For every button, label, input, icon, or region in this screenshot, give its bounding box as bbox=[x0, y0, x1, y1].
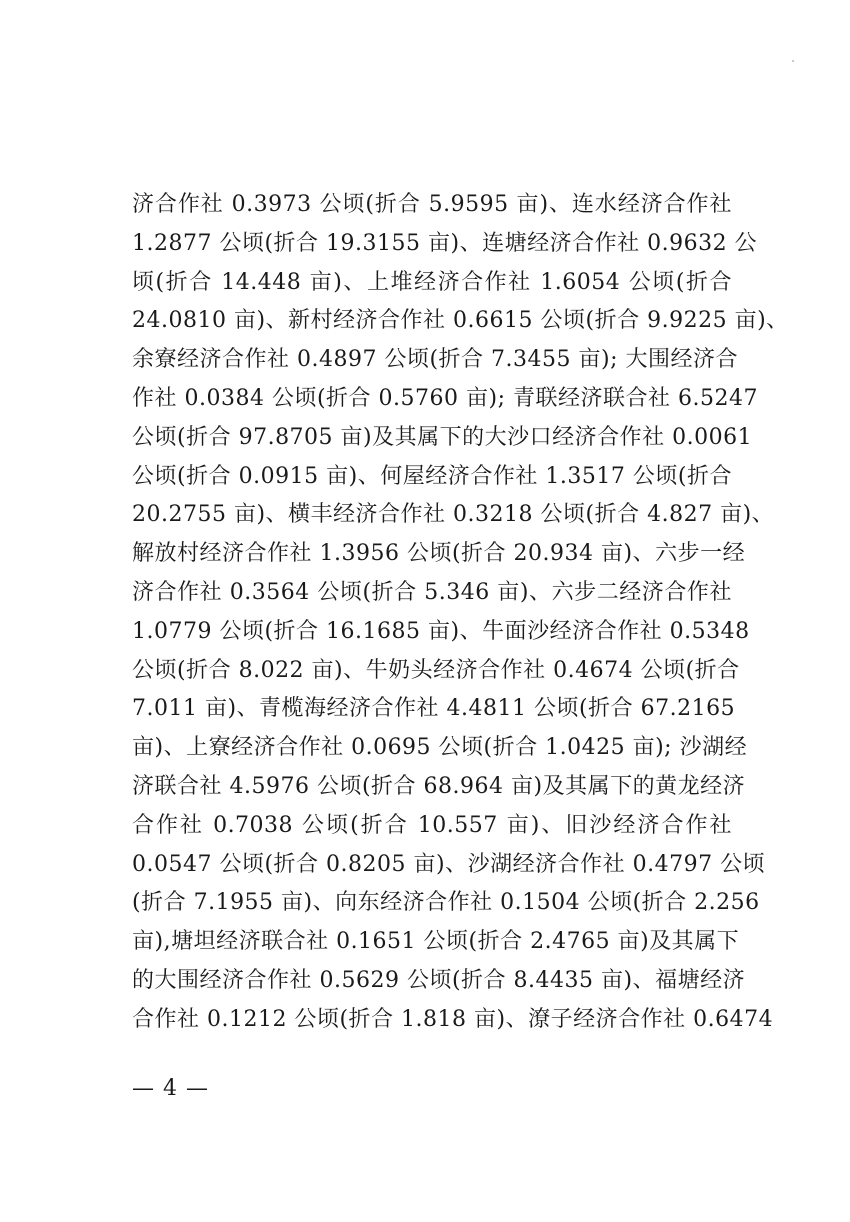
text-line: 公顷(折合 0.0915 亩)、何屋经济合作社 1.3517 公顷(折合 bbox=[132, 463, 732, 489]
text-line: 亩)、上寮经济合作社 0.0695 公顷(折合 1.0425 亩); 沙湖经 bbox=[132, 735, 748, 761]
text-line: 济合作社 0.3564 公顷(折合 5.346 亩)、六步二经济合作社 bbox=[132, 579, 732, 605]
text-line: 顷(折合 14.448 亩)、上堆经济合作社 1.6054 公顷(折合 bbox=[132, 269, 732, 295]
text-line: 公顷(折合 97.8705 亩)及其属下的大沙口经济合作社 0.0061 bbox=[132, 424, 753, 450]
text-line: 1.0779 公顷(折合 16.1685 亩)、牛面沙经济合作社 0.5348 bbox=[132, 618, 750, 644]
text-line: 公顷(折合 8.022 亩)、牛奶头经济合作社 0.4674 公顷(折合 bbox=[132, 657, 740, 683]
text-line: 亩),塘坦经济联合社 0.1651 公顷(折合 2.4765 亩)及其属下 bbox=[132, 929, 740, 955]
text-line: 0.0547 公顷(折合 0.8205 亩)、沙湖经济合作社 0.4797 公顷 bbox=[132, 851, 766, 877]
text-line: 作社 0.0384 公顷(折合 0.5760 亩); 青联经济联合社 6.5247 bbox=[132, 385, 758, 411]
text-line: 的大围经济合作社 0.5629 公顷(折合 8.4435 亩)、福塘经济 bbox=[132, 967, 746, 993]
scan-speck bbox=[792, 60, 794, 62]
text-line: 1.2877 公顷(折合 19.3155 亩)、连塘经济合作社 0.9632 公 bbox=[132, 230, 758, 256]
text-line: (折合 7.1955 亩)、向东经济合作社 0.1504 公顷(折合 2.256 bbox=[132, 890, 760, 916]
text-line: 余寮经济合作社 0.4897 公顷(折合 7.3455 亩); 大围经济合 bbox=[132, 347, 739, 373]
text-line: 合作社 0.7038 公顷(折合 10.557 亩)、旧沙经济合作社 bbox=[132, 812, 732, 838]
page-number: — 4 — bbox=[132, 1076, 209, 1101]
text-line: 济合作社 0.3973 公顷(折合 5.9595 亩)、连水经济合作社 bbox=[132, 192, 732, 217]
text-line: 解放村经济合作社 1.3956 公顷(折合 20.934 亩)、六步一经 bbox=[132, 541, 746, 567]
text-line: 20.2755 亩)、横丰经济合作社 0.3218 公顷(折合 4.827 亩)、 bbox=[132, 502, 775, 528]
text-line: 合作社 0.1212 公顷(折合 1.818 亩)、潦子经济合作社 0.6474 bbox=[132, 1006, 774, 1032]
text-line: 24.0810 亩)、新村经济合作社 0.6615 公顷(折合 9.9225 亩)、 bbox=[132, 308, 789, 334]
text-line: 济联合社 4.5976 公顷(折合 68.964 亩)及其属下的黄龙经济 bbox=[132, 773, 746, 799]
text-line: 7.011 亩)、青榄海经济合作社 4.4811 公顷(折合 67.2165 bbox=[132, 696, 736, 722]
body-text bbox=[132, 186, 789, 1040]
